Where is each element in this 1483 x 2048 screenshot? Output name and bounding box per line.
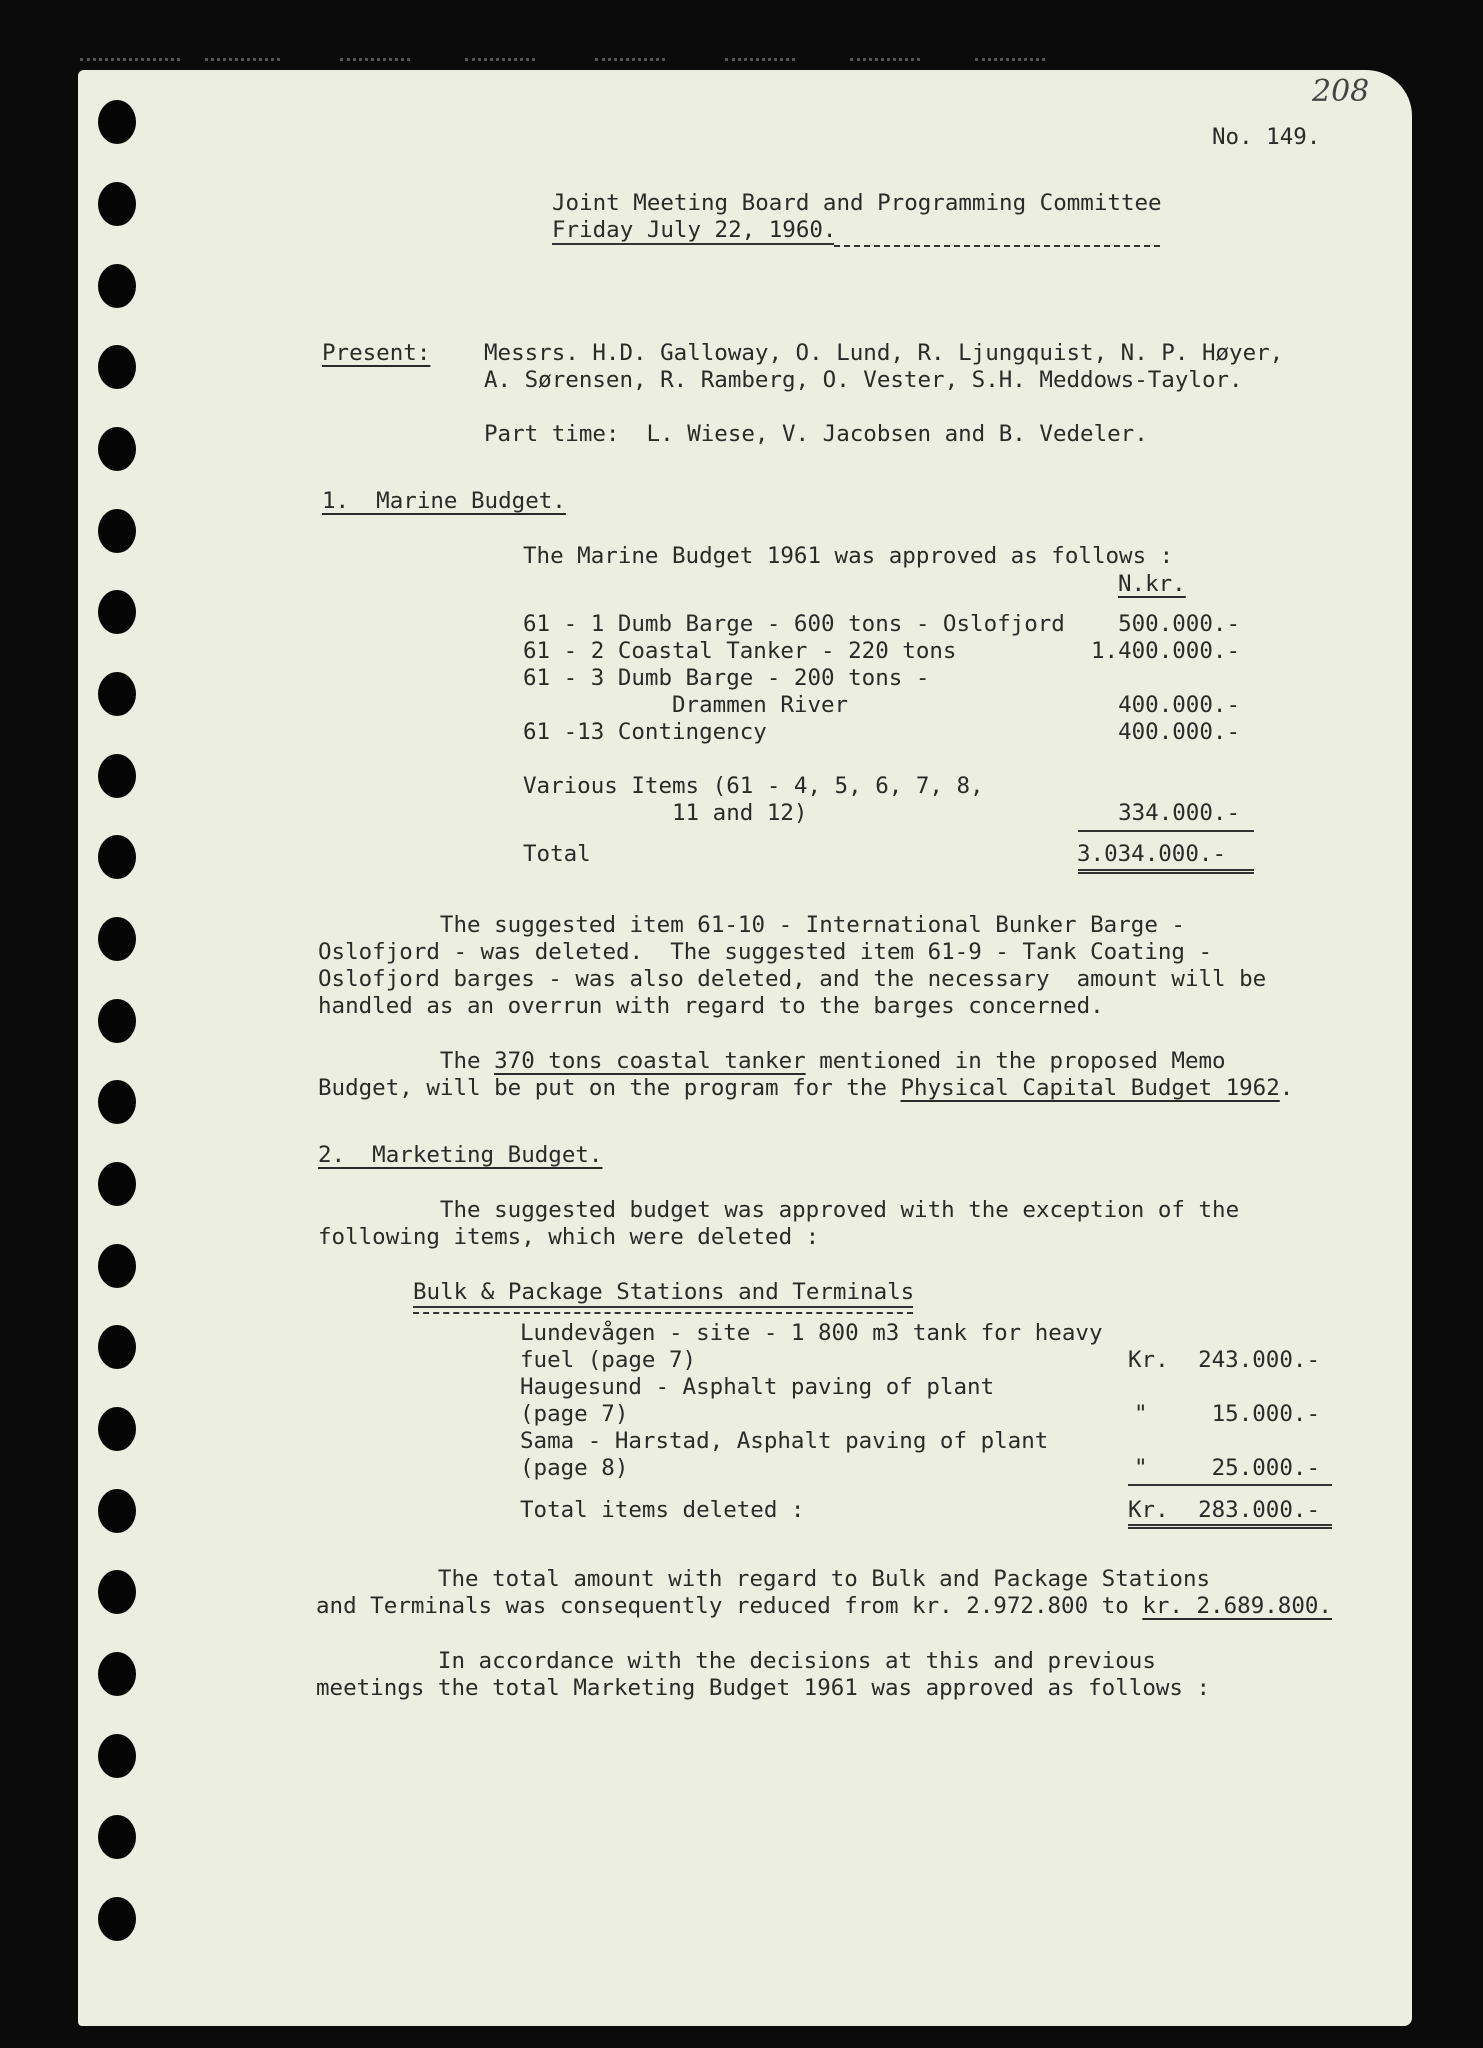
deleted-item-line-1: Sama - Harstad, Asphalt paving of plant: [520, 1428, 1049, 1454]
marine-item-amount: 500.000.-: [1118, 611, 1240, 637]
binder-hole: [98, 1162, 136, 1206]
binder-hole: [98, 1897, 136, 1941]
paragraph-line: The 370 tons coastal tanker mentioned in the proposed Memo: [318, 1048, 1226, 1074]
part-time-attendees: Part time: L. Wiese, V. Jacobsen and B. Vedeler.: [484, 421, 1148, 447]
marine-item-amount: 334.000.-: [1118, 800, 1240, 826]
paragraph-line: and Terminals was consequently reduced from kr. 2.972.800 to kr. 2.689.800.: [316, 1593, 1332, 1619]
binder-hole: [98, 672, 136, 716]
paragraph-line: The total amount with regard to Bulk and Package Stations: [316, 1566, 1211, 1592]
binder-hole: [98, 345, 136, 389]
deleted-item-line-2: (page 8): [520, 1455, 629, 1481]
paragraph-line: In accordance with the decisions at this and previous: [316, 1648, 1156, 1674]
paragraph-line: following items, which were deleted :: [318, 1224, 820, 1250]
binder-hole: [98, 1815, 136, 1859]
heading-dashed-rule: [834, 245, 1160, 247]
handwritten-page-number: 208: [1312, 74, 1370, 109]
document-number: No. 149.: [1212, 124, 1321, 150]
paragraph-line: The suggested budget was approved with the exception of the: [318, 1197, 1240, 1223]
subheading-underline: [413, 1306, 913, 1308]
deleted-total-amount: 283.000.-: [1198, 1497, 1320, 1523]
total-double-rule: [1078, 869, 1254, 874]
binder-hole: [98, 100, 136, 144]
deleted-item-amount: 25.000.-: [1211, 1455, 1320, 1481]
marine-item-desc: Various Items (61 - 4, 5, 6, 7, 8,: [523, 773, 984, 799]
deleted-item-line-1: Haugesund - Asphalt paving of plant: [520, 1374, 995, 1400]
underlined-phrase: Physical Capital Budget 1962: [900, 1075, 1280, 1101]
marine-item-desc: 61 -13 Contingency: [523, 719, 767, 745]
deleted-item-line-1: Lundevågen - site - 1 800 m3 tank for heavy: [520, 1320, 1103, 1346]
binder-hole: [98, 1080, 136, 1124]
deleted-total-currency: Kr.: [1128, 1497, 1169, 1523]
deleted-item-amount: 15.000.-: [1211, 1401, 1320, 1427]
binder-hole: [98, 917, 136, 961]
heading-underline: [552, 243, 834, 245]
heading-line-1: Joint Meeting Board and Programming Committee: [552, 190, 1162, 216]
marine-item-desc: 61 - 2 Coastal Tanker - 220 tons: [523, 638, 957, 664]
marine-item-desc: 61 - 1 Dumb Barge - 600 tons - Oslofjord: [523, 611, 1065, 637]
binder-hole: [98, 1652, 136, 1696]
total-double-rule: [1128, 1524, 1332, 1529]
marine-item-desc: 61 - 3 Dumb Barge - 200 tons -: [523, 665, 930, 691]
heading-line-2: Friday July 22, 1960.: [552, 217, 837, 243]
binder-hole: [98, 264, 136, 308]
binder-hole: [98, 1489, 136, 1533]
subtotal-rule: [1078, 830, 1254, 832]
section-1-title: 1. Marine Budget.: [322, 488, 566, 514]
binder-hole: [98, 427, 136, 471]
paragraph-line: Oslofjord barges - was also deleted, and the necessary amount will be: [318, 966, 1267, 992]
present-line-2: A. Sørensen, R. Ramberg, O. Vester, S.H. Meddows-Taylor.: [484, 367, 1243, 393]
deleted-item-amount: 243.000.-: [1198, 1347, 1320, 1373]
marine-item-desc: Drammen River: [523, 692, 849, 718]
binder-hole: [98, 1734, 136, 1778]
present-line-1: Messrs. H.D. Galloway, O. Lund, R. Ljungquist, N. P. Høyer,: [484, 340, 1284, 366]
binder-hole: [98, 1407, 136, 1451]
marine-item-amount: 400.000.-: [1118, 719, 1240, 745]
binder-hole: [98, 509, 136, 553]
binder-hole: [98, 590, 136, 634]
binder-hole: [98, 999, 136, 1043]
subheading-dashed-rule: [413, 1312, 913, 1314]
marine-total-amount: 3.034.000.-: [1076, 841, 1226, 867]
deleted-item-currency: ": [1134, 1401, 1148, 1427]
paragraph-line: meetings the total Marketing Budget 1961 was approved as follows :: [316, 1675, 1211, 1701]
paragraph-line: Budget, will be put on the program for the Physical Capital Budget 1962.: [318, 1075, 1294, 1101]
subtotal-rule: [1128, 1484, 1332, 1486]
deleted-item-line-2: fuel (page 7): [520, 1347, 697, 1373]
binder-hole: [98, 1325, 136, 1369]
present-label: Present:: [322, 340, 431, 366]
marine-total-label: Total: [523, 841, 591, 867]
marine-budget-intro: The Marine Budget 1961 was approved as follows :: [523, 543, 1174, 569]
binder-hole: [98, 1244, 136, 1288]
underlined-amount: kr. 2.689.800.: [1142, 1593, 1332, 1619]
underlined-phrase: 370 tons coastal tanker: [494, 1048, 806, 1074]
binder-hole: [98, 835, 136, 879]
paragraph-line: handled as an overrun with regard to the barges concerned.: [318, 993, 1104, 1019]
binder-hole: [98, 1570, 136, 1614]
paragraph-line: The suggested item 61-10 - International Bunker Barge -: [318, 912, 1185, 938]
deleted-item-currency: ": [1134, 1455, 1148, 1481]
binder-hole: [98, 182, 136, 226]
subheading: Bulk & Package Stations and Terminals: [413, 1279, 915, 1305]
paragraph-line: Oslofjord - was deleted. The suggested item 61-9 - Tank Coating -: [318, 939, 1213, 965]
currency-header: N.kr.: [1118, 571, 1186, 597]
section-2-title: 2. Marketing Budget.: [318, 1142, 603, 1168]
marine-item-desc: 11 and 12): [523, 800, 808, 826]
deleted-item-currency: Kr.: [1128, 1347, 1169, 1373]
marine-item-amount: 1.400.000.-: [1090, 638, 1240, 664]
binder-hole: [98, 754, 136, 798]
deleted-total-label: Total items deleted :: [520, 1497, 805, 1523]
marine-item-amount: 400.000.-: [1118, 692, 1240, 718]
deleted-item-line-2: (page 7): [520, 1401, 629, 1427]
